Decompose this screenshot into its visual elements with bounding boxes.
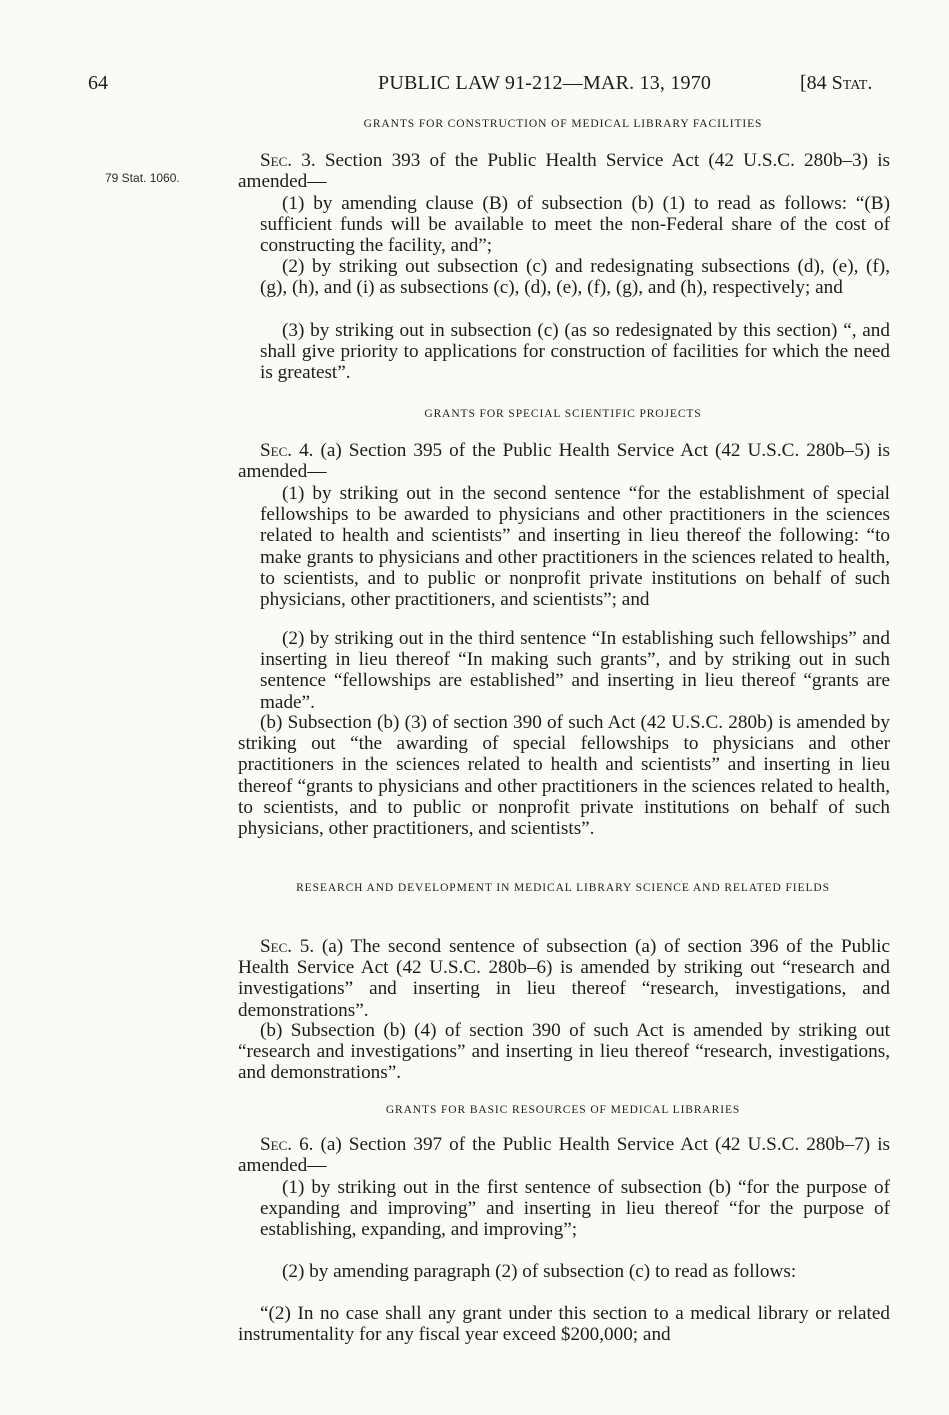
section-4-clause-1: (1) by striking out in the second sentence “for the establishment of special fellowships to be awarded to physicians and other practitioners in the sciences related to health and scientists” and inserting in lieu thereof the following: “to make grants to physicians and other practitioners in the sciences related to health, to scientists, and to public or nonprofit private institutions on behalf of such physicians, other practitioners, and scientists”; and (260, 483, 890, 611)
section-3-label: Sec. 3. (260, 150, 316, 171)
section-4-clause-2: (2) by striking out in the third sentence “In establishing such fellowships” and inserting in lieu thereof “In making such grants”, and by striking out in such sentence “fellowships are established” and inserting in lieu thereof “grants are made”. (260, 628, 890, 713)
heading-section-3: GRANTS FOR CONSTRUCTION OF MEDICAL LIBRARY FACILITIES (363, 118, 763, 130)
section-3-lead-text: Section 393 of the Public Health Service Act (42 U.S.C. 280b–3) is amended— (238, 150, 890, 193)
section-5-label: Sec. 5. (260, 936, 315, 957)
section-6-quoted-paragraph: “(2) In no case shall any grant under this section to a medical library or related instrumentality for any fiscal year exceed $200,000; and (238, 1303, 890, 1346)
section-5-lead (238, 936, 890, 1021)
heading-section-4: GRANTS FOR SPECIAL SCIENTIFIC PROJECTS (424, 408, 702, 420)
section-4-label: Sec. 4. (260, 440, 314, 461)
section-4-lead-text: (a) Section 395 of the Public Health Service Act (42 U.S.C. 280b–5) is amended— (238, 440, 890, 483)
heading-section-5: RESEARCH AND DEVELOPMENT IN MEDICAL LIBRARY SCIENCE AND RELATED FIELDS (296, 882, 830, 894)
section-3-clause-2: (2) by striking out subsection (c) and redesignating subsections (d), (e), (f), (g), (h), and (i) as subsections (c), (d), (e), (f), (g), and (h), respectively; and (260, 256, 890, 299)
section-4-subsection-b: (b) Subsection (b) (3) of section 390 of such Act (42 U.S.C. 280b) is amended by striking out “the awarding of special fellowships to physicians and other practitioners in the sciences related to health and scientists” and inserting in lieu thereof “grants to physicians and other practitioners in the sciences related to health, to scientists, and to public or nonprofit private institutions on behalf of such physicians, other practitioners, and scientists”. (238, 712, 890, 840)
section-6-lead (238, 1134, 890, 1176)
section-3-clause-3: (3) by striking out in subsection (c) (as so redesignated by this section) “, and shall give priority to applications for construction of facilities for which the need is greatest”. (260, 320, 890, 384)
page-header (0, 62, 949, 92)
running-title: PUBLIC LAW 91-212—MAR. 13, 1970 (378, 72, 712, 94)
heading-section-6: GRANTS FOR BASIC RESOURCES OF MEDICAL LIBRARIES (385, 1104, 741, 1116)
statute-reference: [84 Stat. (800, 72, 873, 94)
section-6-clause-2: (2) by amending paragraph (2) of subsection (c) to read as follows: (282, 1261, 797, 1282)
section-6-lead-text: (a) Section 397 of the Public Health Service Act (42 U.S.C. 280b–7) is amended— (238, 1134, 890, 1177)
section-5-lead-text: (a) The second sentence of subsection (a) of section 396 of the Public Health Service Act (42 U.S.C. 280b–6) is amended by striking out “research and investigations” and inserting in lieu thereof “research, investigations, and demonstrations”. (238, 936, 890, 1021)
section-3-lead (238, 150, 890, 192)
section-4-lead (238, 440, 890, 482)
section-3-clause-1: (1) by amending clause (B) of subsection (b) (1) to read as follows: “(B) sufficient funds will be available to meet the non-Federal share of the cost of constructing the facility, and”; (260, 193, 890, 257)
margin-note-stat: 79 Stat. 1060. (105, 171, 180, 185)
section-5-subsection-b: (b) Subsection (b) (4) of section 390 of such Act is amended by striking out “research and investigations” and inserting in lieu thereof “research, investigations, and demonstrations”. (238, 1020, 890, 1084)
section-6-clause-1: (1) by striking out in the first sentence of subsection (b) “for the purpose of expanding and improving” and inserting in lieu thereof “for the purpose of establishing, expanding, and improving”; (260, 1177, 890, 1241)
page-number: 64 (88, 72, 108, 94)
section-6-label: Sec. 6. (260, 1134, 314, 1155)
